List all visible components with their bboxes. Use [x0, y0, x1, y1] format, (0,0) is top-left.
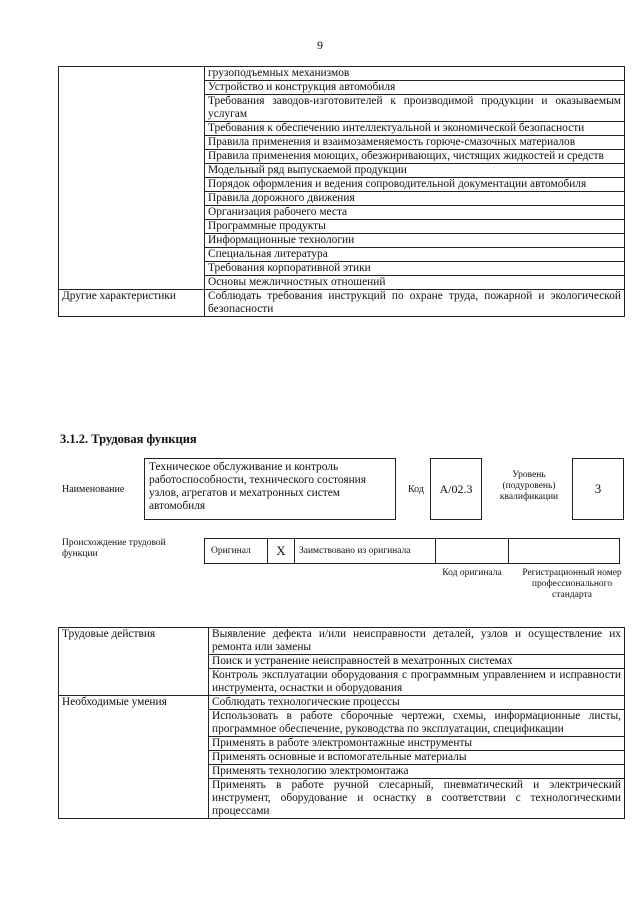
origin-label: Происхождение трудовой функции [62, 538, 166, 559]
table-row [59, 67, 625, 81]
knowledge-item: Основы межличностных отношений [205, 276, 625, 290]
knowledge-item: Информационные технологии [205, 234, 625, 248]
knowledge-item: Требования к обеспечению интеллектуальной и экономической безопасности [205, 122, 625, 136]
table-row [59, 696, 625, 710]
knowledge-item: Специальная литература [205, 248, 625, 262]
code-label: Код [408, 484, 424, 495]
labor-table [58, 627, 625, 819]
page-number: 9 [317, 38, 323, 52]
name-label: Наименование [62, 484, 125, 495]
skills-label: Необходимые умения [59, 696, 209, 819]
function-code-box: A/02.3 [430, 458, 482, 520]
knowledge-label-cell [59, 67, 205, 290]
labor-action-item: Контроль эксплуатации оборудования с программным управлением и исправности инструмента, оснастки и оборудования [209, 669, 625, 696]
table-row [59, 628, 625, 655]
knowledge-item: Требования корпоративной этики [205, 262, 625, 276]
knowledge-item: Правила применения моющих, обезжиривающих, чистящих жидкостей и средств [205, 150, 625, 164]
skill-item: Использовать в работе сборочные чертежи, схемы, информационные листы, программное обеспечение, руководства по эксплуатации, спецификации [209, 710, 625, 737]
knowledge-item: Модельный ряд выпускаемой продукции [205, 164, 625, 178]
labor-action-item: Выявление дефекта и/или неисправности деталей, узлов и осуществление их ремонта или замены [209, 628, 625, 655]
original-label: Оригинал [204, 538, 268, 564]
knowledge-item: Правила дорожного движения [205, 192, 625, 206]
knowledge-table [58, 66, 625, 317]
knowledge-item: Программные продукты [205, 220, 625, 234]
function-name-box: Техническое обслуживание и контроль работоспособности, технического состояния узлов, агрегатов и мехатронных систем автомобиля [144, 458, 396, 520]
labor-action-item: Поиск и устранение неисправностей в мехатронных системах [209, 655, 625, 669]
level-label: Уровень (подуровень) квалификации [499, 470, 559, 502]
labor-actions-label: Трудовые действия [59, 628, 209, 696]
skill-item: Применять в работе электромонтажные инструменты [209, 737, 625, 751]
knowledge-item: Порядок оформления и ведения сопроводительной документации автомобиля [205, 178, 625, 192]
knowledge-item: Требования заводов-изготовителей к производимой продукции и оказываемым услугам [205, 95, 625, 122]
registration-cell [508, 538, 620, 564]
other-label: Другие характеристики [59, 290, 205, 317]
code-original-cell [435, 538, 509, 564]
skill-item: Применять в работе ручной слесарный, пневматический и электрический инструмент, оборудование и оснастку в соответствии с технологическими процессами [209, 779, 625, 819]
knowledge-item: Устройство и конструкция автомобиля [205, 81, 625, 95]
original-mark: X [267, 538, 295, 564]
knowledge-item: Организация рабочего места [205, 206, 625, 220]
code-original-caption: Код оригинала [442, 568, 502, 578]
registration-caption: Регистрационный номер профессионального стандарта [522, 568, 622, 600]
skill-item: Применять технологию электромонтажа [209, 765, 625, 779]
borrowed-label: Заимствовано из оригинала [294, 538, 436, 564]
origin-row [205, 538, 620, 566]
section-title: 3.1.2. Трудовая функция [60, 432, 197, 446]
table-row [59, 290, 625, 317]
knowledge-item: Правила применения и взаимозаменяемость горюче-смазочных материалов [205, 136, 625, 150]
qualification-level-box: 3 [572, 458, 624, 520]
skill-item: Применять основные и вспомогательные материалы [209, 751, 625, 765]
skill-item: Соблюдать технологические процессы [209, 696, 625, 710]
other-value: Соблюдать требования инструкций по охране труда, пожарной и экологической безопасности [205, 290, 625, 317]
knowledge-item: грузоподъемных механизмов [205, 67, 625, 81]
